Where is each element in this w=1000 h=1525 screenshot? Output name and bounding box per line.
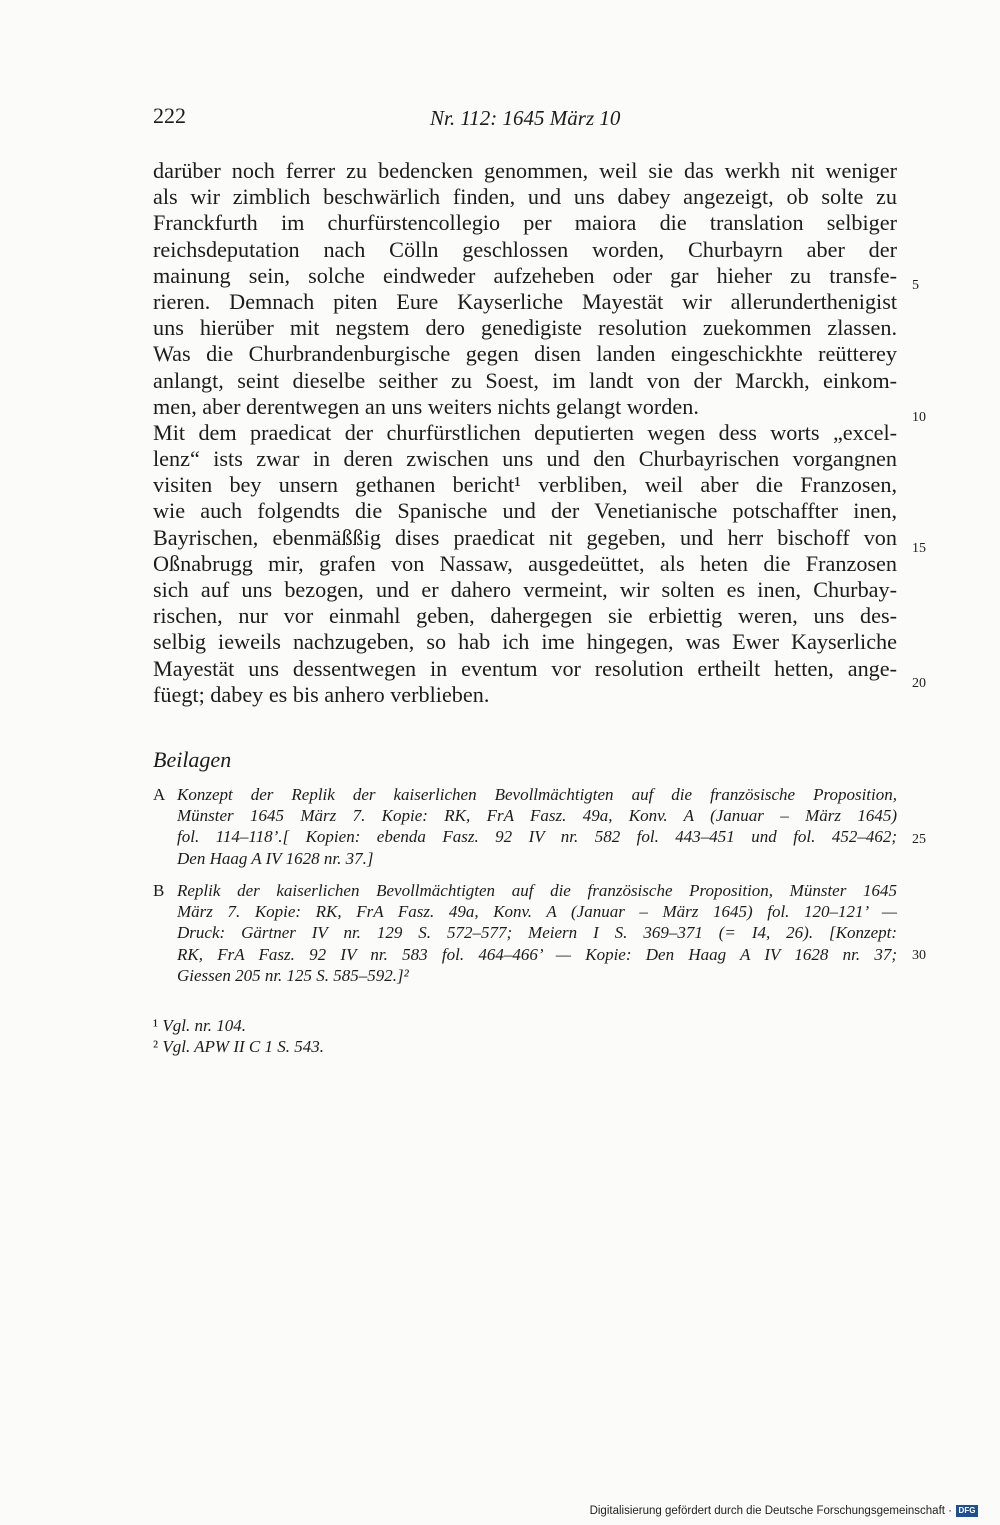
text-line: Oßnabrugg mir, grafen von Nassaw, ausgedeüttet, als heten die Franzosen [153, 550, 897, 576]
enclosure-line: Münster 1645 März 7. Kopie: RK, FrA Fasz. 49a, Konv. A (Januar – März 1645) [177, 806, 897, 826]
enclosure-line: Replik der kaiserlichen Bevollmächtigten auf die französische Proposition, Münster 1645 [177, 881, 897, 900]
line-number: 10 [912, 410, 926, 425]
enclosure-line: RK, FrA Fasz. 92 IV nr. 583 fol. 464–466’ — Kopie: Den Haag A IV 1628 nr. 37; [177, 944, 897, 964]
credit-text: Digitalisierung gefördert durch die Deutsche Forschungsgemeinschaft · [589, 1505, 952, 1517]
line-number: 5 [912, 278, 919, 293]
main-text [153, 158, 897, 708]
text-line: wie auch folgendts die Spanische und der Venetianische potschaffter inen, [153, 498, 897, 524]
text-line: rischen, nur vor einmahl geben, dahergegen sie erbiettig weren, uns des- [153, 603, 897, 629]
text-line: anlangt, seint dieselbe seither zu Soest, im landt von der Marckh, einkom- [153, 367, 897, 393]
digitization-credit [590, 1505, 978, 1517]
footnotes [153, 1015, 324, 1057]
line-number: 20 [912, 676, 926, 691]
enclosure-a [153, 784, 897, 874]
line-number: 30 [912, 948, 926, 963]
line-number: 15 [912, 541, 926, 556]
text-line: mainung sein, solche eindweder aufzeheben oder gar hieher zu transfe- [153, 262, 897, 288]
text-line: reichsdeputation nach Cölln geschlossen worden, Churbayrn aber der [153, 236, 897, 262]
text-line: Mayestät uns dessentwegen in eventum vor resolution ertheilt hetten, ange- [153, 655, 897, 681]
enclosure-line: Den Haag A IV 1628 nr. 37.] [177, 848, 374, 868]
enclosure-line: Druck: Gärtner IV nr. 129 S. 572–577; Meiern I S. 369–371 (= I4, 26). [Konzept: [177, 923, 897, 943]
beilagen-heading: Beilagen [153, 747, 232, 772]
text-line: lenz“ ists zwar in deren zwischen uns und den Churbayrischen vorgangnen [153, 446, 897, 472]
text-line: men, aber derentwegen an uns weiters nichts gelangt worden. [153, 393, 699, 419]
enclosure-line: Giessen 205 nr. 125 S. 585–592.]² [177, 965, 409, 985]
text-line: als wir zimblich beschwärlich finden, und uns dabey angezeigt, ob solte zu [153, 184, 897, 210]
footnote-mark: ¹ [153, 1016, 159, 1035]
text-line: Franckfurth im churfürstencollegio per maiora die translation selbiger [153, 210, 897, 236]
enclosure-letter: B [153, 881, 165, 900]
running-header-title: Nr. 112: 1645 März 10 [430, 106, 621, 130]
footnote-mark: ² [153, 1037, 159, 1056]
enclosure-line: fol. 114–118’.[ Kopien: ebenda Fasz. 92 IV nr. 582 fol. 443–451 und fol. 452–462; [177, 827, 897, 847]
line-number: 25 [912, 832, 926, 847]
text-line: sich auf uns bezogen, und er dahero vermeint, wir solten es inen, Churbay- [153, 577, 897, 602]
text-line: darüber noch ferrer zu bedencken genommen, weil sie das werkh nit weniger [153, 158, 897, 183]
text-line: rieren. Demnach piten Eure Kayserliche Mayestät wir allerunderthenigist [153, 288, 897, 314]
enclosure-letter: A [153, 785, 166, 804]
text-line: füegt; dabey es bis anhero verblieben. [153, 681, 490, 707]
enclosure-line: März 7. Kopie: RK, FrA Fasz. 49a, Konv. A (Januar – März 1645) fol. 120–121’ — [177, 902, 897, 922]
page-number: 222 [153, 103, 186, 128]
text-line: uns hierüber mit negstem dero genedigiste resolution zuekommen zlassen. [153, 315, 897, 341]
enclosure-line: Konzept der Replik der kaiserlichen Bevollmächtigten auf die französische Proposition, [177, 785, 897, 804]
text-line: selbig ieweils nachzugeben, so hab ich ime hingegen, was Ewer Kayserliche [153, 629, 897, 655]
dfg-logo-icon: DFG [956, 1505, 978, 1517]
footnote [153, 1015, 324, 1036]
footnote-text: Vgl. nr. 104. [162, 1016, 246, 1035]
text-line: Was die Churbrandenburgische gegen disen landen eingeschickhte reütterey [153, 341, 897, 367]
text-line: Mit dem praedicat der churfürstlichen deputierten wegen dess worts „excel- [153, 419, 897, 445]
text-line: Bayrischen, ebenmäßßig dises praedicat nit gegeben, und herr bischoff von [153, 524, 897, 550]
footnote-text: Vgl. APW II C 1 S. 543. [162, 1037, 325, 1056]
enclosure-b [153, 880, 897, 990]
footnote [153, 1036, 324, 1057]
text-line: visiten bey unsern gethanen bericht¹ verbliben, weil aber die Franzosen, [153, 472, 897, 498]
